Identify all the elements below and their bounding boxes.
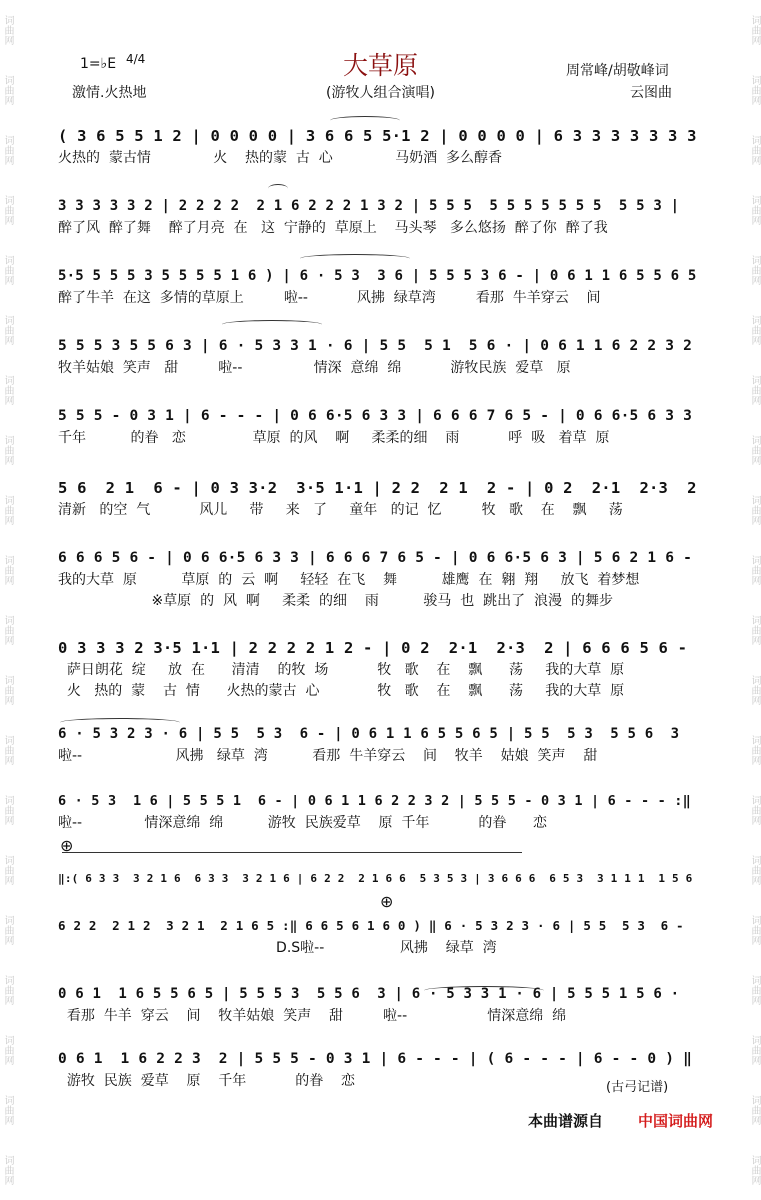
lyric-line: 千年 的眷 恋 草原 的风 啊 柔柔的细 雨 呼 吸 着草 原 bbox=[58, 430, 610, 446]
slur bbox=[424, 986, 544, 995]
watermark-text: 词曲网 bbox=[2, 435, 13, 465]
watermark-text: 词曲网 bbox=[749, 315, 760, 345]
lyric-line: 清新 的空 气 风儿 带 来 了 童年 的记 忆 牧 歌 在 飘 荡 bbox=[58, 502, 623, 518]
watermark-text: 词曲网 bbox=[749, 15, 760, 45]
watermark-text: 词曲网 bbox=[2, 795, 13, 825]
lyric-line: 火热的 蒙古情 火 热的蒙 古 心 马奶酒 多么醇香 bbox=[58, 150, 503, 166]
score-system bbox=[58, 868, 698, 912]
watermark-text: 词曲网 bbox=[749, 1155, 760, 1185]
watermark-text: 词曲网 bbox=[2, 15, 13, 45]
watermark-text: 词曲网 bbox=[749, 495, 760, 525]
score-system bbox=[58, 477, 698, 521]
watermark-text: 词曲网 bbox=[749, 1095, 760, 1125]
watermark-text: 词曲网 bbox=[749, 255, 760, 285]
lyric-line: 我的大草 原 草原 的 云 啊 轻轻 在飞 舞 雄鹰 在 翱 翔 放飞 着梦想 bbox=[58, 572, 640, 588]
watermark-text: 词曲网 bbox=[2, 1095, 13, 1125]
volta-line bbox=[62, 852, 522, 857]
score-system bbox=[58, 790, 698, 834]
lyric-line bbox=[58, 890, 698, 912]
watermark-text: 词曲网 bbox=[749, 195, 760, 225]
score-system bbox=[58, 125, 698, 169]
watermark-text: 词曲网 bbox=[749, 75, 760, 105]
watermark-left bbox=[0, 0, 14, 1185]
slur bbox=[60, 718, 180, 727]
key-signature: 1=♭E bbox=[80, 56, 117, 72]
source-label: 本曲谱源自 bbox=[528, 1112, 604, 1130]
notation-line: 5 5 5 3 5 5 6 3 | 6 · 5 3 3 1 · 6 | 5 5 5 1 5 6 · | 0 6 1 1 6 2 2 3 2 bbox=[58, 338, 693, 354]
lyric-line: ※草原 的 风 啊 柔柔 的细 雨 骏马 也 跳出了 浪漫 的舞步 bbox=[58, 593, 613, 609]
score-system bbox=[58, 547, 698, 611]
watermark-text: 词曲网 bbox=[749, 1035, 760, 1065]
transcriber-credit: (古弓记谱) bbox=[606, 1080, 669, 1095]
watermark-text: 词曲网 bbox=[2, 375, 13, 405]
watermark-text: 词曲网 bbox=[749, 975, 760, 1005]
lyric-line: 醉了牛羊 在这 多情的草原上 啦-- 风拂 绿草湾 看那 牛羊穿云 间 bbox=[58, 290, 601, 306]
notation-line: 6 · 5 3 2 3 · 6 | 5 5 5 3 6 - | 0 6 1 1 6 5 5 6 5 | 5 5 5 3 5 5 6 3 bbox=[58, 726, 680, 742]
watermark-text: 词曲网 bbox=[2, 315, 13, 345]
score-system bbox=[58, 335, 698, 379]
song-subtitle: (游牧人组合演唱) bbox=[326, 85, 435, 101]
watermark-text: 词曲网 bbox=[2, 555, 13, 585]
lyric-line: 醉了风 醉了舞 醉了月亮 在 这 宁静的 草原上 马头琴 多么悠扬 醉了你 醉了我 bbox=[58, 220, 608, 236]
coda-icon: ⊕ bbox=[60, 836, 74, 855]
time-signature: 4/4 bbox=[126, 52, 146, 66]
song-title: 大草原 bbox=[342, 51, 418, 80]
watermark-text: 词曲网 bbox=[2, 1035, 13, 1065]
score-system bbox=[58, 983, 698, 1027]
notation-line: 6 6 6 5 6 - | 0 6 6·5 6 3 3 | 6 6 6 7 6 5 - | 0 6 6·5 6 3 | 5 6 2 1 6 - bbox=[58, 550, 693, 566]
composer-credit: 云图曲 bbox=[630, 85, 672, 101]
source-site-link[interactable]: 中国词曲网 bbox=[638, 1112, 714, 1130]
watermark-text: 词曲网 bbox=[2, 1155, 13, 1185]
watermark-text: 词曲网 bbox=[2, 135, 13, 165]
watermark-text: 词曲网 bbox=[2, 255, 13, 285]
lyric-line: 啦-- 风拂 绿草 湾 看那 牛羊穿云 间 牧羊 姑娘 笑声 甜 bbox=[58, 748, 598, 764]
notation-line: 0 3 3 3 2 3·5 1·1 | 2 2 2 2 1 2 - | 0 2 2·1 2·3 2 | 6 6 6 5 6 - bbox=[58, 639, 688, 657]
watermark-text: 词曲网 bbox=[2, 855, 13, 885]
score-system bbox=[58, 723, 698, 767]
notation-line: 3 3 3 3 3 2 | 2 2 2 2 2 1 6 2 2 2 1 3 2 | 5 5 5 5 5 5 5 5 5 5 5 5 3 | bbox=[58, 198, 680, 214]
score-system bbox=[58, 1048, 698, 1092]
watermark-text: 词曲网 bbox=[2, 495, 13, 525]
notation-line: ‖:( 6 3 3 3 2 1 6 6 3 3 3 2 1 6 | 6 2 2 2 1 6 6 5 3 5 3 | 3 6 6 6 6 5 3 3 1 1 1 1 5 6 bbox=[58, 872, 693, 885]
watermark-text: 词曲网 bbox=[749, 135, 760, 165]
lyric-line: 啦-- 情深意绵 绵 游牧 民族爱草 原 千年 的眷 恋 bbox=[58, 815, 548, 831]
watermark-text: 词曲网 bbox=[2, 75, 13, 105]
notation-line: 5 6 2 1 6 - | 0 3 3·2 3·5 1·1 | 2 2 2 1 2 - | 0 2 2·1 2·3 2 bbox=[58, 479, 697, 497]
slur bbox=[268, 184, 288, 193]
watermark-text: 词曲网 bbox=[2, 915, 13, 945]
watermark-text: 词曲网 bbox=[749, 735, 760, 765]
lyricist-credit: 周常峰/胡敬峰词 bbox=[566, 63, 669, 79]
notation-line: ( 3 6 5 5 1 2 | 0 0 0 0 | 3 6 6 5 5·1 2 | 0 0 0 0 | 6 3 3 3 3 3 3 3 bbox=[58, 127, 697, 145]
notation-line: 5·5 5 5 5 3 5 5 5 5 1 6 ) | 6 · 5 3 3 6 | 5 5 5 3 6 - | 0 6 1 1 6 5 5 6 5 bbox=[58, 268, 697, 284]
watermark-right bbox=[747, 0, 761, 1185]
lyric-line: 火 热的 蒙 古 情 火热的蒙古 心 牧 歌 在 飘 荡 我的大草 原 bbox=[58, 683, 625, 699]
score-system bbox=[58, 915, 698, 959]
watermark-text: 词曲网 bbox=[749, 615, 760, 645]
watermark-text: 词曲网 bbox=[2, 615, 13, 645]
watermark-text: 词曲网 bbox=[2, 195, 13, 225]
watermark-text: 词曲网 bbox=[2, 975, 13, 1005]
notation-line: 0 6 1 1 6 5 5 6 5 | 5 5 5 3 5 5 6 3 | 6 · 5 3 3 1 · 6 | 5 5 5 1 5 6 · bbox=[58, 986, 680, 1002]
slur bbox=[330, 116, 400, 125]
watermark-text: 词曲网 bbox=[749, 915, 760, 945]
lyric-line: 萨日朗花 绽 放 在 清清 的牧 场 牧 歌 在 飘 荡 我的大草 原 bbox=[58, 662, 625, 678]
lyric-line: D.S啦-- 风拂 绿草 湾 bbox=[58, 940, 497, 956]
watermark-text: 词曲网 bbox=[749, 675, 760, 705]
watermark-text: 词曲网 bbox=[749, 435, 760, 465]
score-system bbox=[58, 637, 698, 701]
lyric-line: 看那 牛羊 穿云 间 牧羊姑娘 笑声 甜 啦-- 情深意绵 绵 bbox=[58, 1008, 567, 1024]
lyric-line: 牧羊姑娘 笑声 甜 啦-- 情深 意绵 绵 游牧民族 爱草 原 bbox=[58, 360, 571, 376]
lyric-line: 游牧 民族 爱草 原 千年 的眷 恋 bbox=[58, 1073, 356, 1089]
score-system bbox=[58, 265, 698, 309]
watermark-text: 词曲网 bbox=[749, 855, 760, 885]
coda-icon: ⊕ bbox=[380, 892, 394, 911]
watermark-text: 词曲网 bbox=[749, 375, 760, 405]
tempo-marking: 激情.火热地 bbox=[72, 85, 147, 101]
watermark-text: 词曲网 bbox=[749, 795, 760, 825]
slur bbox=[300, 254, 410, 263]
watermark-text: 词曲网 bbox=[2, 735, 13, 765]
score-system bbox=[58, 195, 698, 239]
watermark-text: 词曲网 bbox=[2, 675, 13, 705]
score-system bbox=[58, 405, 698, 449]
slur bbox=[222, 320, 322, 329]
notation-line: 5 5 5 - 0 3 1 | 6 - - - | 0 6 6·5 6 3 3 | 6 6 6 7 6 5 - | 0 6 6·5 6 3 3 bbox=[58, 408, 693, 424]
notation-line: 6 2 2 2 1 2 3 2 1 2 1 6 5 :‖ 6 6 5 6 1 6 0 ) ‖ 6 · 5 3 2 3 · 6 | 5 5 5 3 6 - bbox=[58, 918, 684, 933]
watermark-text: 词曲网 bbox=[749, 555, 760, 585]
notation-line: 6 · 5 3 1 6 | 5 5 5 1 6 - | 0 6 1 1 6 2 2 3 2 | 5 5 5 - 0 3 1 | 6 - - - :‖ bbox=[58, 793, 691, 809]
notation-line: 0 6 1 1 6 2 2 3 2 | 5 5 5 - 0 3 1 | 6 - - - | ( 6 - - - | 6 - - 0 ) ‖ bbox=[58, 1051, 693, 1067]
